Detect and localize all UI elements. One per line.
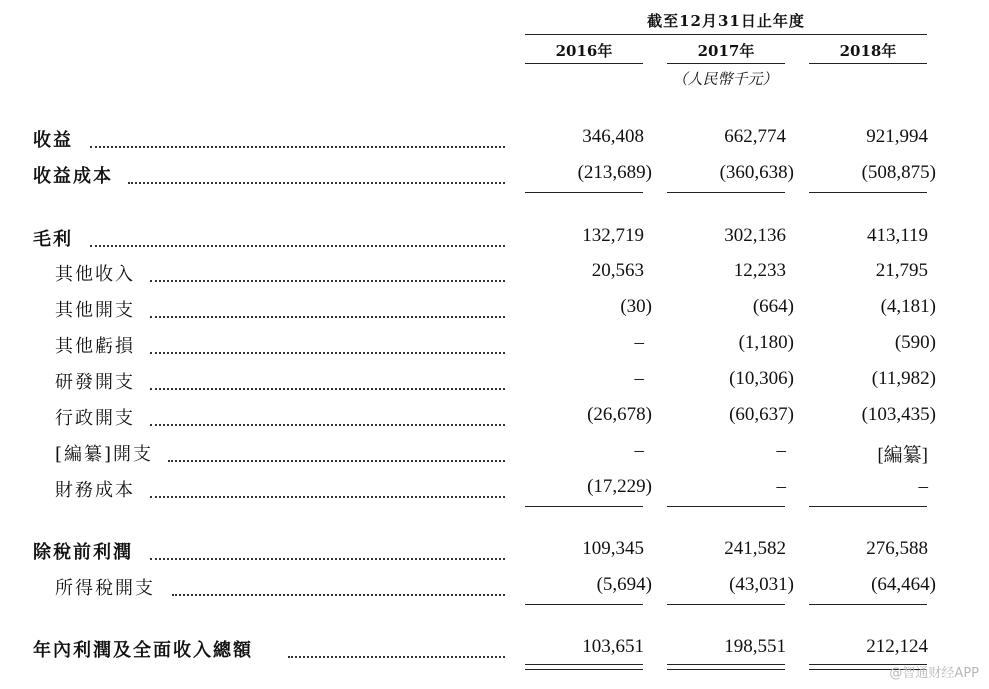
value-2018: (4,181) bbox=[880, 296, 936, 317]
dot-leader bbox=[150, 424, 505, 426]
period-header: 截至12月31日止年度 bbox=[647, 12, 805, 30]
value-2016: (17,229) bbox=[587, 476, 652, 497]
subtotal-rule bbox=[809, 506, 927, 507]
value-2017: – bbox=[776, 476, 786, 497]
row-label: 所得稅開支 bbox=[55, 578, 155, 599]
year-rule bbox=[809, 63, 927, 64]
row-label: 年內利潤及全面收入總額 bbox=[33, 640, 253, 661]
value-2016: – bbox=[634, 332, 644, 353]
row-label: 毛利 bbox=[33, 229, 73, 250]
dot-leader bbox=[150, 280, 505, 282]
value-2017: (360,638) bbox=[719, 162, 794, 183]
unit-label: （人民幣千元） bbox=[672, 70, 778, 88]
row-label: 收益成本 bbox=[33, 166, 113, 187]
value-2016: – bbox=[634, 440, 644, 461]
row-label: 其他開支 bbox=[55, 300, 135, 321]
row-label: 其他虧損 bbox=[55, 336, 135, 357]
header-rule bbox=[525, 34, 927, 35]
value-2016: (5,694) bbox=[596, 574, 652, 595]
dot-leader bbox=[150, 388, 505, 390]
year-header-2018: 2018年 bbox=[839, 42, 897, 60]
row-label: 研發開支 bbox=[55, 372, 135, 393]
value-2018: (508,875) bbox=[861, 162, 936, 183]
dot-leader bbox=[150, 316, 505, 318]
value-2018: 276,588 bbox=[866, 538, 928, 559]
value-2018: (11,982) bbox=[871, 368, 936, 389]
value-2018: (590) bbox=[894, 332, 936, 353]
value-2017: (10,306) bbox=[729, 368, 794, 389]
subtotal-rule bbox=[667, 192, 785, 193]
subtotal-rule bbox=[667, 506, 785, 507]
year-rule bbox=[525, 63, 643, 64]
value-2017: 12,233 bbox=[733, 260, 786, 281]
dot-leader bbox=[90, 245, 505, 247]
subtotal-rule bbox=[667, 604, 785, 605]
value-2016: (26,678) bbox=[587, 404, 652, 425]
dot-leader bbox=[150, 496, 505, 498]
dot-leader bbox=[90, 146, 505, 148]
value-2016: – bbox=[634, 368, 644, 389]
value-2018: [編纂] bbox=[877, 445, 928, 466]
dot-leader bbox=[288, 656, 505, 658]
subtotal-rule bbox=[525, 604, 643, 605]
value-2016: 103,651 bbox=[582, 636, 644, 657]
total-double-rule bbox=[667, 664, 785, 670]
value-2018: (64,464) bbox=[871, 574, 936, 595]
dot-leader bbox=[172, 594, 505, 596]
value-2017: (664) bbox=[752, 296, 794, 317]
value-2018: (103,435) bbox=[861, 404, 936, 425]
dot-leader bbox=[168, 460, 505, 462]
value-2016: 20,563 bbox=[591, 260, 644, 281]
value-2017: 241,582 bbox=[724, 538, 786, 559]
value-2018: 413,119 bbox=[866, 225, 928, 246]
value-2016: 109,345 bbox=[582, 538, 644, 559]
year-rule bbox=[667, 63, 785, 64]
subtotal-rule bbox=[809, 192, 927, 193]
subtotal-rule bbox=[525, 192, 643, 193]
subtotal-rule bbox=[809, 604, 927, 605]
value-2017: 302,136 bbox=[724, 225, 786, 246]
value-2018: 21,795 bbox=[875, 260, 928, 281]
value-2017: 198,551 bbox=[724, 636, 786, 657]
value-2017: 662,774 bbox=[724, 126, 786, 147]
dot-leader bbox=[128, 182, 505, 184]
year-header-2016: 2016年 bbox=[555, 42, 613, 60]
value-2017: (43,031) bbox=[729, 574, 794, 595]
value-2017: (1,180) bbox=[738, 332, 794, 353]
value-2018: 921,994 bbox=[866, 126, 928, 147]
value-2016: (213,689) bbox=[577, 162, 652, 183]
watermark: @智通财经APP bbox=[889, 666, 979, 681]
year-header-2017: 2017年 bbox=[697, 42, 755, 60]
row-label: 除稅前利潤 bbox=[33, 542, 133, 563]
row-label: 收益 bbox=[33, 130, 73, 151]
value-2018: 212,124 bbox=[866, 636, 928, 657]
row-label: 其他收入 bbox=[55, 264, 135, 285]
value-2017: (60,637) bbox=[729, 404, 794, 425]
row-label: [編纂]開支 bbox=[55, 444, 154, 465]
dot-leader bbox=[150, 558, 505, 560]
value-2018: – bbox=[918, 476, 928, 497]
value-2016: (30) bbox=[620, 296, 652, 317]
value-2016: 132,719 bbox=[582, 225, 644, 246]
value-2017: – bbox=[776, 440, 786, 461]
value-2016: 346,408 bbox=[582, 126, 644, 147]
row-label: 財務成本 bbox=[55, 480, 135, 501]
subtotal-rule bbox=[525, 506, 643, 507]
dot-leader bbox=[150, 352, 505, 354]
total-double-rule bbox=[525, 664, 643, 670]
row-label: 行政開支 bbox=[55, 408, 135, 429]
